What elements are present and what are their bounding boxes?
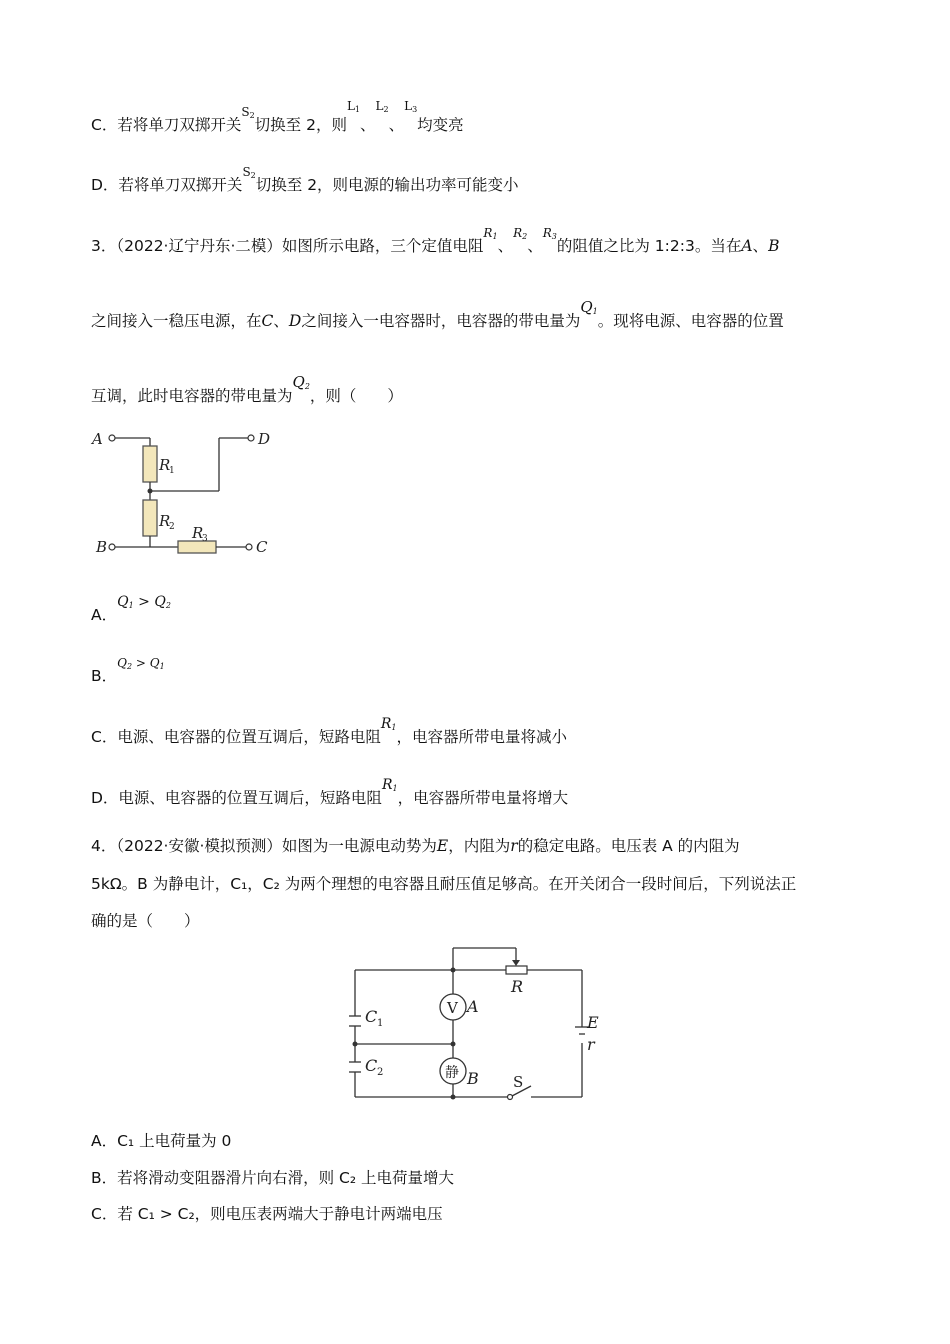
q3-option-b: B．$^{Q_2 > Q_1}$ — [91, 656, 165, 685]
q4-option-a: A．C₁ 上电荷量为 0 — [91, 1132, 232, 1150]
svg-text:2: 2 — [377, 1067, 384, 1078]
svg-text:2: 2 — [169, 522, 175, 532]
c2-label: C — [365, 1056, 378, 1075]
q4-line-1: 4．（2022·安徽·模拟预测）如图为一电源电动势为E，内阻为r的稳定电路。电压表 A 的内阻为 — [91, 837, 740, 855]
option-d-q2: D．若将单刀双掷开关$^{S_2}$切换至 2，则电源的输出功率可能变小 — [91, 165, 519, 194]
c1-label: C — [365, 1007, 378, 1026]
voltmeter-icon-label: V — [447, 999, 458, 1017]
q3-option-c: C．电源、电容器的位置互调后，短路电阻$R_1$，电容器所带电量将减小 — [91, 716, 567, 746]
r3-label: R — [192, 524, 204, 542]
r1-label: R — [159, 456, 171, 474]
rheostat-label: R — [511, 977, 524, 996]
node-a: A — [92, 430, 103, 448]
node-b: B — [96, 538, 108, 556]
switch-label: S — [513, 1073, 524, 1091]
q3-option-a: A．$Q_1 > Q_2$ — [91, 594, 171, 624]
q4-line-2: 5kΩ。B 为静电计，C₁，C₂ 为两个理想的电容器且耐压值足够高。在开关闭合一段时间后，下列说法正 — [91, 875, 797, 893]
q4-option-c: C．若 C₁ > C₂，则电压表两端大于静电计两端电压 — [91, 1205, 443, 1223]
q4-circuit-diagram — [335, 940, 610, 1106]
symbol-s2: S2 — [241, 105, 255, 120]
q4-option-b: B．若将滑动变阻器滑片向右滑，则 C₂ 上电荷量增大 — [91, 1169, 455, 1187]
q3-line-3: 互调，此时电容器的带电量为$Q_2$，则（ ） — [91, 373, 403, 405]
emf-label: E — [587, 1013, 599, 1032]
internal-r-label: r — [587, 1035, 595, 1054]
r2-label: R — [159, 512, 171, 530]
electrometer-b-label: B — [467, 1069, 479, 1088]
q3-option-d: D．电源、电容器的位置互调后，短路电阻$R_1$，电容器所带电量将增大 — [91, 777, 569, 807]
node-c: C — [256, 538, 268, 556]
svg-text:1: 1 — [169, 466, 175, 476]
voltmeter-a-label: A — [467, 997, 479, 1016]
q4-line-3: 确的是（ ） — [91, 912, 200, 930]
option-c-q2: C．若将单刀双掷开关$^{S_2}$切换至 2，则$^{L_1}$、$^{L_2}$、$^{L_3}$均变亮 — [91, 99, 464, 134]
q3-line-2: 之间接入一稳压电源，在C、D之间接入一电容器时，电容器的带电量为$Q_1$。现将电源、电容器的位置 — [91, 298, 784, 330]
node-d: D — [258, 430, 271, 448]
svg-text:1: 1 — [377, 1018, 384, 1029]
electrometer-icon-label: 静 — [445, 1065, 459, 1081]
svg-text:3: 3 — [202, 534, 208, 544]
q3-line-1: 3．（2022·辽宁丹东·二模）如图所示电路，三个定值电阻$^{R_1}$、$^{R_2}$、$^{R_3}$的阻值之比为 1:2:3。当在A、B — [91, 226, 780, 255]
q3-circuit-diagram — [88, 428, 288, 560]
